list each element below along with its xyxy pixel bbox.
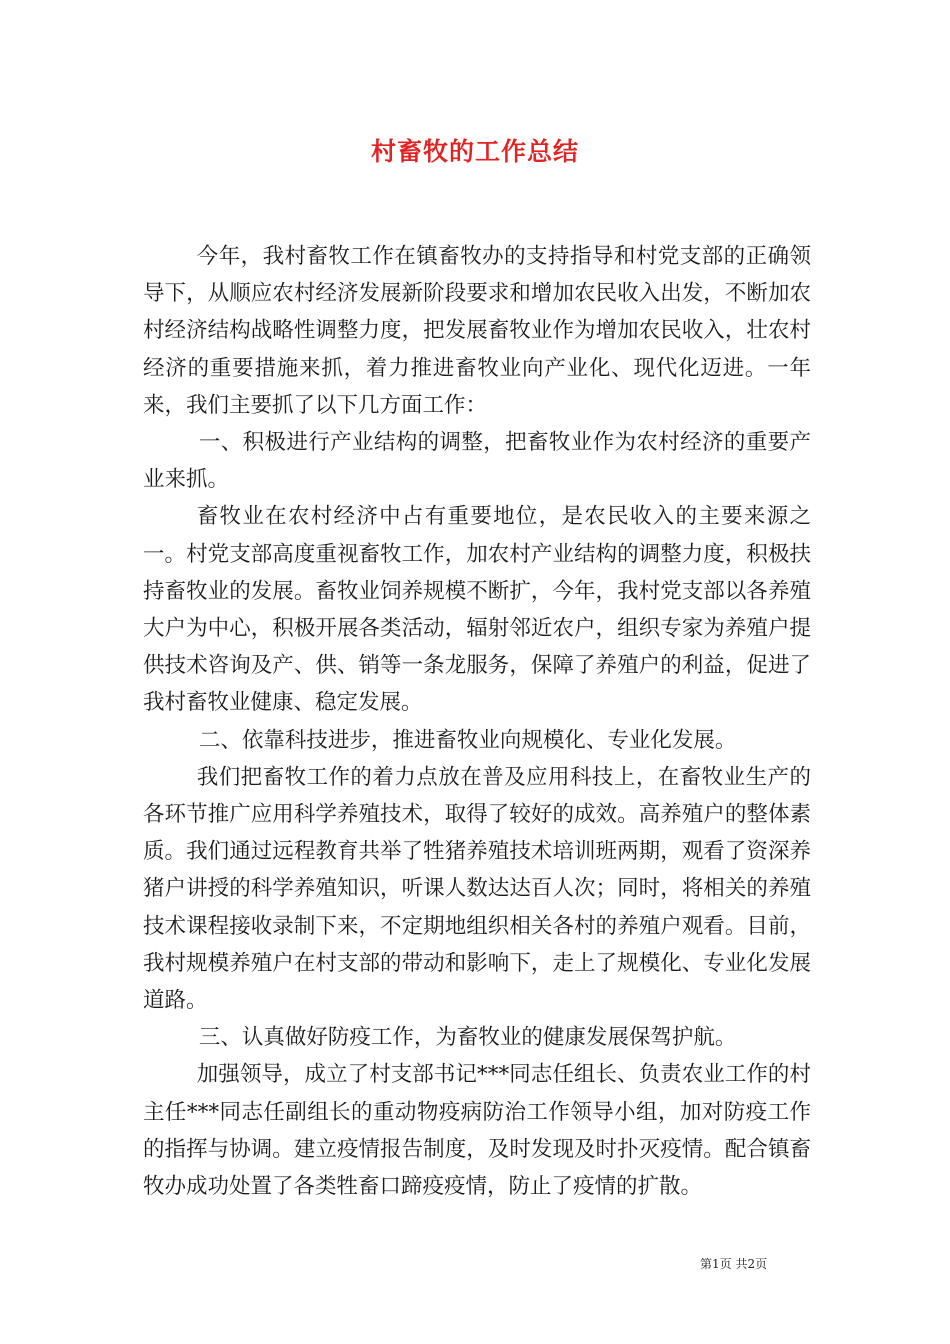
section-heading-2: 二、依靠科技进步，推进畜牧业向规模化、专业化发展。 xyxy=(198,727,737,753)
document-title: 村畜牧的工作总结 xyxy=(370,137,579,166)
section-heading-3: 三、认真做好防疫工作，为畜牧业的健康发展保驾护航。 xyxy=(198,1025,737,1051)
paragraph-section-3: 加强领导，成立了村支部书记***同志任组长、负责农业工作的村主任***同志任副组长的重动物疫病防治工作领导小组，加对防疫工作的指挥与协调。建立疫情报告制度，及时发现及时扑灭疫情。配合镇畜牧办成功处置了各类牲畜口蹄疫疫情，防止了疫情的扩散。 xyxy=(143,1062,811,1200)
document-body xyxy=(143,238,811,1205)
page-number: 第1页 共2页 xyxy=(700,1257,768,1271)
paragraph-section-2: 我们把畜牧工作的着力点放在普及应用科技上，在畜牧业生产的各环节推广应用科学养殖技术，取得了较好的成效。高养殖户的整体素质。我们通过远程教育共举了牲猪养殖技术培训班两期，观看了资深养猪户讲授的科学养殖知识，听课人数达达百人次；同时，将相关的养殖技术课程接收录制下来，不定期地组织相关各村的养殖户观看。目前，我村规模养殖户在村支部的带动和影响下，走上了规模化、专业化发展道路。 xyxy=(143,764,811,1014)
section-heading-1: 一、积极进行产业结构的调整，把畜牧业作为农村经济的重要产业来抓。 xyxy=(143,430,811,493)
paragraph-section-1: 畜牧业在农村经济中占有重要地位，是农民收入的主要来源之一。村党支部高度重视畜牧工作，加农村产业结构的调整力度，积极扶持畜牧业的发展。畜牧业饲养规模不断扩，今年，我村党支部以各养殖大户为中心，积极开展各类活动，辐射邻近农户，组织专家为养殖户提供技术咨询及产、供、销等一条龙服务，保障了养殖户的利益，促进了我村畜牧业健康、稳定发展。 xyxy=(143,504,811,716)
paragraph-intro: 今年，我村畜牧工作在镇畜牧办的支持指导和村党支部的正确领导下，从顺应农村经济发展新阶段要求和增加农民收入出发，不断加农村经济结构战略性调整力度，把发展畜牧业作为增加农民收入，壮农村经济的重要措施来抓，着力推进畜牧业向产业化、现代化迈进。一年来，我们主要抓了以下几方面工作： xyxy=(143,244,811,418)
